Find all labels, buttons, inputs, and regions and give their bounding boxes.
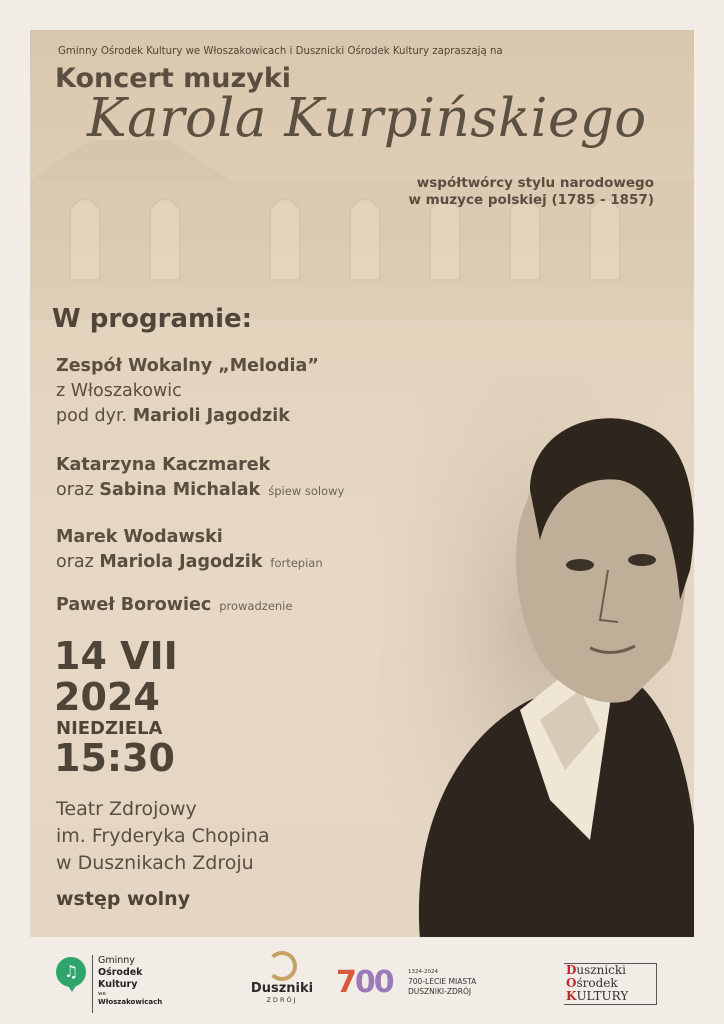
event-date: 14 VII <box>54 634 178 678</box>
event-venue <box>56 796 270 877</box>
jubilee-line-2: DUSZNIKI-ZDRÓJ <box>408 987 472 996</box>
dok-initial-k: K <box>566 989 577 1003</box>
director-name: Marioli Jagodzik <box>132 406 290 426</box>
sponsor-logos <box>0 937 724 1024</box>
programme-heading: W programie: <box>52 304 253 334</box>
subtitle-line-2: w muzyce polskiej (1785 - 1857) <box>408 192 654 208</box>
dusznicki-osrodek-kultury-logo <box>564 963 657 1005</box>
composer-portrait <box>380 370 694 937</box>
dok-initial-o: O <box>566 976 577 990</box>
event-weekday: NIEDZIELA <box>56 718 163 739</box>
host-role: prowadzenie <box>219 599 293 613</box>
duszniki-sub: ZDRÓJ <box>266 996 298 1004</box>
composer-name: Karola Kurpińskiego <box>87 88 647 149</box>
background-building-illustration <box>30 140 694 320</box>
singer-role: śpiew solowy <box>268 484 345 498</box>
pianist-joiner: oraz <box>56 552 94 572</box>
event-time: 15:30 <box>54 736 175 780</box>
jubilee-number-00: 00 <box>354 965 393 1000</box>
jubilee-number <box>336 965 393 1000</box>
venue-line-3: w Dusznikach Zdroju <box>56 852 254 874</box>
singer-joiner: oraz <box>56 480 94 500</box>
duszniki-zdroj-logo <box>246 951 318 1004</box>
jubilee-line-1: 700-LECIE MIASTA <box>408 977 477 986</box>
pianist-2: Mariola Jagodzik <box>99 552 263 572</box>
gok-line-1: Gminny <box>98 955 135 966</box>
dok-initial-d: D <box>566 963 577 977</box>
host-name: Paweł Borowiec <box>56 595 212 615</box>
duszniki-emblem-icon <box>267 951 297 981</box>
entry-info: wstęp wolny <box>56 888 191 910</box>
music-note-icon: ♫ <box>56 957 86 987</box>
ensemble-origin: z Włoszakowic <box>56 381 182 401</box>
programme-pianists <box>56 525 323 576</box>
dok-line-3: ULTURY <box>576 989 629 1003</box>
venue-line-1: Teatr Zdrojowy <box>56 798 197 820</box>
gok-line-5: Włoszakowicach <box>98 998 163 1006</box>
pianist-1: Marek Wodawski <box>56 527 223 547</box>
pianist-role: fortepian <box>270 556 323 570</box>
programme-host <box>56 593 292 619</box>
programme-singers <box>56 453 344 504</box>
jubilee-years: 1324-2024 <box>408 969 438 975</box>
composer-subtitle <box>294 175 654 209</box>
event-year: 2024 <box>54 675 160 719</box>
concert-poster <box>30 30 694 937</box>
singer-1: Katarzyna Kaczmarek <box>56 455 271 475</box>
gok-line-3: Kultury <box>98 979 138 990</box>
ensemble-name: Zespół Wokalny „Melodia” <box>56 356 319 376</box>
gok-line-2: Ośrodek <box>98 967 143 978</box>
director-prefix: pod dyr. <box>56 406 128 426</box>
jubilee-number-7: 7 <box>336 965 355 1000</box>
organizers-line: Gminny Ośrodek Kultury we Włoszakowicach i Dusznicki Ośrodek Kultury zapraszają na <box>58 46 503 57</box>
dok-line-2: środek <box>576 976 618 990</box>
singer-2: Sabina Michalak <box>99 480 261 500</box>
gok-line-4: we <box>98 991 106 997</box>
concert-title: Koncert muzyki <box>55 63 292 94</box>
subtitle-line-1: współtwórcy stylu narodowego <box>416 175 654 191</box>
dok-line-1: usznicki <box>576 963 627 977</box>
programme-ensemble <box>56 354 319 429</box>
venue-line-2: im. Fryderyka Chopina <box>56 825 270 847</box>
duszniki-name: Duszniki <box>250 981 314 996</box>
